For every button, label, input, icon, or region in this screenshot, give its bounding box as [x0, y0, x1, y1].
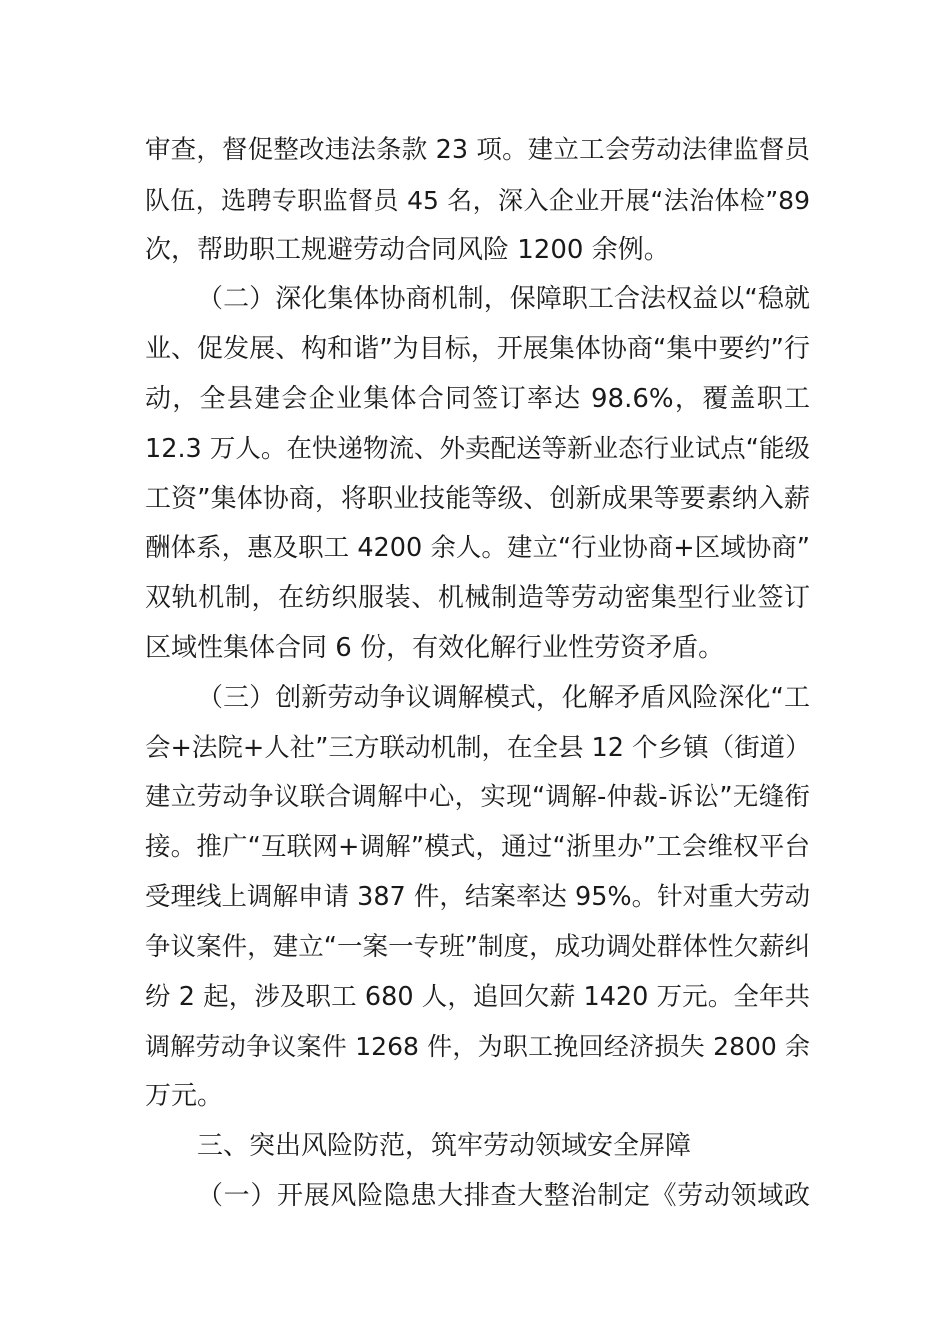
text-line: 调解劳动争议案件 1268 件，为职工挽回经济损失 2800 余	[145, 1032, 810, 1062]
text-line: 动，全县建会企业集体合同签订率达 98.6%，覆盖职工	[145, 383, 810, 414]
text-line: 建立劳动争议联合调解中心，实现“调解-仲裁-诉讼”无缝衔	[145, 782, 810, 813]
section-heading-line: （三）创新劳动争议调解模式，化解矛盾风险深化“工	[197, 682, 810, 713]
text-line: 12.3 万人。在快递物流、外卖配送等新业态行业试点“能级	[145, 433, 810, 464]
text-line: 接。推广“互联网+调解”模式，通过“浙里办”工会维权平台	[145, 832, 810, 863]
text-line: 工资”集体协商，将职业技能等级、创新成果等要素纳入薪	[145, 483, 810, 514]
text-line: 队伍，选聘专职监督员 45 名，深入企业开展“法治体检”89	[145, 185, 810, 215]
text-line: 业、促发展、构和谐”为目标，开展集体协商“集中要约”行	[145, 334, 810, 365]
body-text	[145, 126, 810, 1222]
text-line: 区域性集体合同 6 份，有效化解行业性劳资矛盾。	[145, 632, 725, 663]
text-line: 受理线上调解申请 387 件，结案率达 95%。针对重大劳动	[145, 881, 811, 912]
text-line: 纷 2 起，涉及职工 680 人，追回欠薪 1420 万元。全年共	[145, 981, 810, 1012]
text-line: 万元。	[145, 1081, 224, 1112]
section-heading-line: （二）深化集体协商机制，保障职工合法权益以“稳就	[197, 284, 810, 315]
text-line: 酬体系，惠及职工 4200 余人。建立“行业协商+区域协商”	[145, 533, 810, 564]
text-line: 争议案件，建立“一案一专班”制度，成功调处群体性欠薪纠	[145, 931, 810, 962]
text-line: 会+法院+人社”三方联动机制，在全县 12 个乡镇（街道）	[145, 732, 811, 763]
section-heading-line: （一）开展风险隐患大排查大整治制定《劳动领域政	[197, 1180, 810, 1211]
text-line: 审查，督促整改违法条款 23 项。建立工会劳动法律监督员	[145, 135, 810, 165]
text-line: 双轨机制，在纺织服装、机械制造等劳动密集型行业签订	[145, 583, 810, 614]
chapter-heading: 三、突出风险防范，筑牢劳动领域安全屏障	[197, 1130, 692, 1161]
text-line: 次，帮助职工规避劳动合同风险 1200 余例。	[145, 234, 670, 265]
